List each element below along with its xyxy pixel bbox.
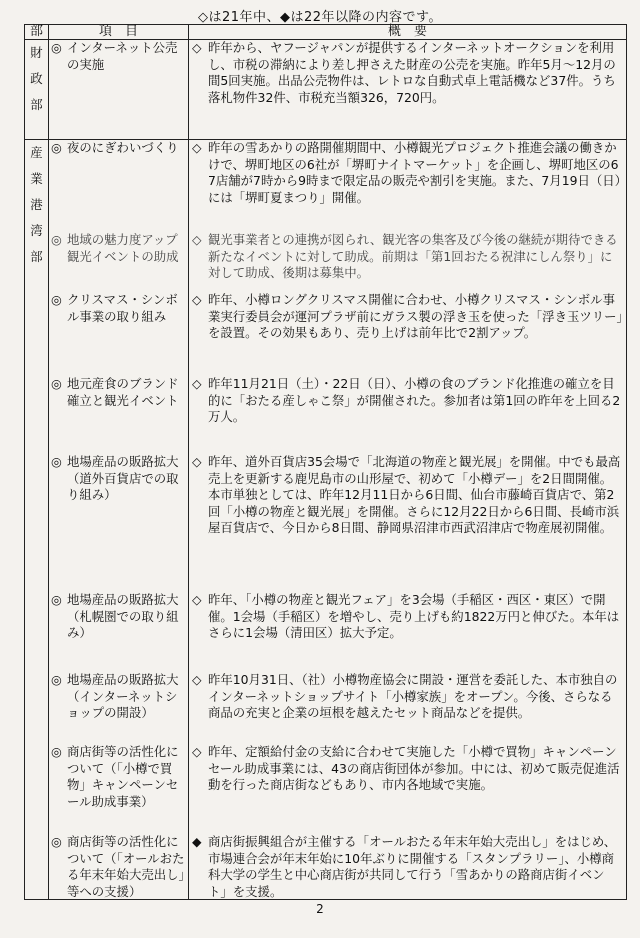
- list-item: [49, 672, 185, 722]
- desc-mark: ◇: [192, 744, 202, 759]
- list-item: [189, 140, 623, 206]
- list-item: [49, 140, 185, 157]
- list-item: [49, 376, 185, 409]
- desc-cell: [189, 140, 627, 900]
- list-item: [49, 592, 185, 642]
- list-item: [49, 40, 185, 73]
- item-title: 地場産品の販路拡大（道外百貨店での取り組み）: [67, 454, 179, 503]
- desc-text: 昨年10月31日、（社）小樽物産協会に開設・運営を委託した、本市独自のインターネットショップサイト「小樽家族」をオープン。今後、さらなる商品の充実と企業の垣根を越えたセット商品などを提供。: [208, 672, 618, 721]
- desc-mark: ◇: [192, 454, 202, 469]
- table-header-row: [25, 25, 627, 40]
- list-item: [189, 592, 623, 642]
- item-mark: ◎: [51, 454, 62, 469]
- header-item: 項 目: [49, 25, 189, 40]
- list-item: [189, 672, 623, 722]
- item-cell: [49, 40, 189, 140]
- list-item: [49, 834, 185, 900]
- item-mark: ◎: [51, 744, 62, 759]
- desc-mark: ◇: [192, 376, 202, 391]
- list-item: [189, 376, 623, 426]
- desc-mark: ◇: [192, 140, 202, 155]
- summary-table: [24, 24, 627, 900]
- item-mark: ◎: [51, 292, 62, 307]
- desc-mark: ◇: [192, 292, 202, 307]
- desc-text: 昨年、定額給付金の支給に合わせて実施した「小樽で買物」キャンペーンセール助成事業には、43の商店街団体が参加。中には、初めて販売促進活動を行った商店街などもあり、市内各地域で実施。: [208, 744, 620, 793]
- desc-mark: ◆: [192, 834, 202, 849]
- list-item: [189, 834, 623, 900]
- item-title: 地場産品の販路拡大（札幌圏での取り組み）: [67, 592, 179, 641]
- item-title: インターネット公売の実施: [67, 40, 178, 72]
- desc-mark: ◇: [192, 40, 202, 55]
- desc-text: 昨年から、ヤフージャパンが提供するインターネットオークションを利用し、市税の滞納により差し押さえた財産の公売を実施。昨年5月～12月の間5回実施。出品公売物件は、レトロな自動式卓上電話機など37件。うち落札物件32件、市税充当額326，720円。: [208, 40, 616, 105]
- item-title: 地元産食のブランド確立と観光イベント: [67, 376, 179, 408]
- list-item: [189, 454, 623, 537]
- desc-text: 昨年、道外百貨店35会場で「北海道の物産と観光展」を開催。中でも最高売上を更新する鹿児島市の山形屋で、初めて「小樽デー」を2日間開催。: [208, 454, 621, 486]
- legend-note: ◇は21年中、◆は22年以降の内容です。: [197, 10, 443, 25]
- list-item: [49, 454, 185, 504]
- dept-label: 産業港湾部: [30, 145, 43, 264]
- list-item: [189, 232, 623, 282]
- list-item: [189, 744, 623, 794]
- desc-text: 商店街振興組合が主催する「オールおたる年末年始大売出し」をはじめ、市場連合会が年末年始に10年ぶりに開催する「スタンプラリー」、小樽商科大学の学生と中心商店街が共同して行う「雪あかりの路商店街イベント」を支援。: [208, 834, 617, 899]
- dept-cell-industry: [25, 140, 49, 900]
- desc-mark: ◇: [192, 232, 202, 247]
- item-mark: ◎: [51, 672, 62, 687]
- desc-cell: [189, 40, 627, 140]
- item-mark: ◎: [51, 376, 62, 391]
- dept-cell-finance: [25, 40, 49, 140]
- desc-text-block: [208, 454, 623, 537]
- section-finance: [25, 40, 627, 140]
- list-item: [49, 292, 185, 325]
- item-mark: ◎: [51, 232, 62, 247]
- list-item: [49, 744, 185, 810]
- item-cell: [49, 140, 189, 900]
- desc-mark: ◇: [192, 592, 202, 607]
- desc-text: 昨年の雪あかりの路開催期間中、小樽観光プロジェクト推進会議の働きかけで、堺町地区の6社が「堺町ナイトマーケット」を企画し、堺町地区の67店舗が7時から9時まで限定品の販売や割引を実施。また、7月19日（日）には「堺町夏まつり」開催。: [208, 140, 621, 205]
- item-title: クリスマス・シンボル事業の取り組み: [67, 292, 178, 324]
- desc-text-continued: 本市単独としては、昨年12月11日から6日間、仙台市藤崎百貨店で、第2回「小樽の物産と観光展」を開催。さらに12月22日から6日間、長崎市浜屋百貨店で、今日から8日間、静岡県沼津市西武沼津店で物産展初開催。: [208, 487, 620, 536]
- header-dept: 部: [25, 25, 49, 40]
- item-mark: ◎: [51, 834, 62, 849]
- desc-text: 昨年、「小樽の物産と観光フェア」を3会場（手稲区・西区・東区）で開催。1会場（手稲区）を増やし、売り上げも約1822万円と伸びた。本年はさらに1会場（清田区）拡大予定。: [208, 592, 620, 641]
- desc-text: 観光事業者との連携が図られ、観光客の集客及び今後の継続が期待できる新たなイベントに対して助成。前期は「第1回おたる祝津にしん祭り」に対して助成、後期は募集中。: [208, 232, 618, 281]
- item-mark: ◎: [51, 592, 62, 607]
- list-item: [189, 40, 623, 106]
- item-title: 夜のにぎわいづくり: [67, 140, 179, 155]
- item-title: 商店街等の活性化について（「オールおたる年末年始大売出し」等への支援）: [67, 834, 185, 899]
- desc-mark: ◇: [192, 672, 202, 687]
- item-mark: ◎: [51, 140, 62, 155]
- header-summary: 概 要: [189, 25, 627, 40]
- item-mark: ◎: [51, 40, 62, 55]
- list-item: [49, 232, 185, 265]
- item-title: 地域の魅力度アップ観光イベントの助成: [67, 232, 179, 264]
- list-item: [189, 292, 623, 342]
- item-title: 商店街等の活性化について（「小樽で買物」キャンペーンセール助成事業）: [67, 744, 179, 809]
- desc-text: 昨年、小樽ロングクリスマス開催に合わせ、小樽クリスマス・シンボル事業実行委員会が運河プラザ前にガラス製の浮き玉を使った「浮き玉ツリー」を設置。その効果もあり、売り上げは前年比で2割アップ。: [208, 292, 623, 341]
- desc-text: 昨年11月21日（土）・22日（日）、小樽の食のブランド化推進の確立を目的に「おたる産しゃこ祭」が開催された。参加者は第1回の昨年を上回る2万人。: [208, 376, 621, 425]
- item-title: 地場産品の販路拡大（インターネットショップの開設）: [67, 672, 179, 721]
- page-number: 2: [316, 902, 324, 916]
- dept-label: 財政部: [30, 45, 43, 112]
- section-industry-port: [25, 140, 627, 900]
